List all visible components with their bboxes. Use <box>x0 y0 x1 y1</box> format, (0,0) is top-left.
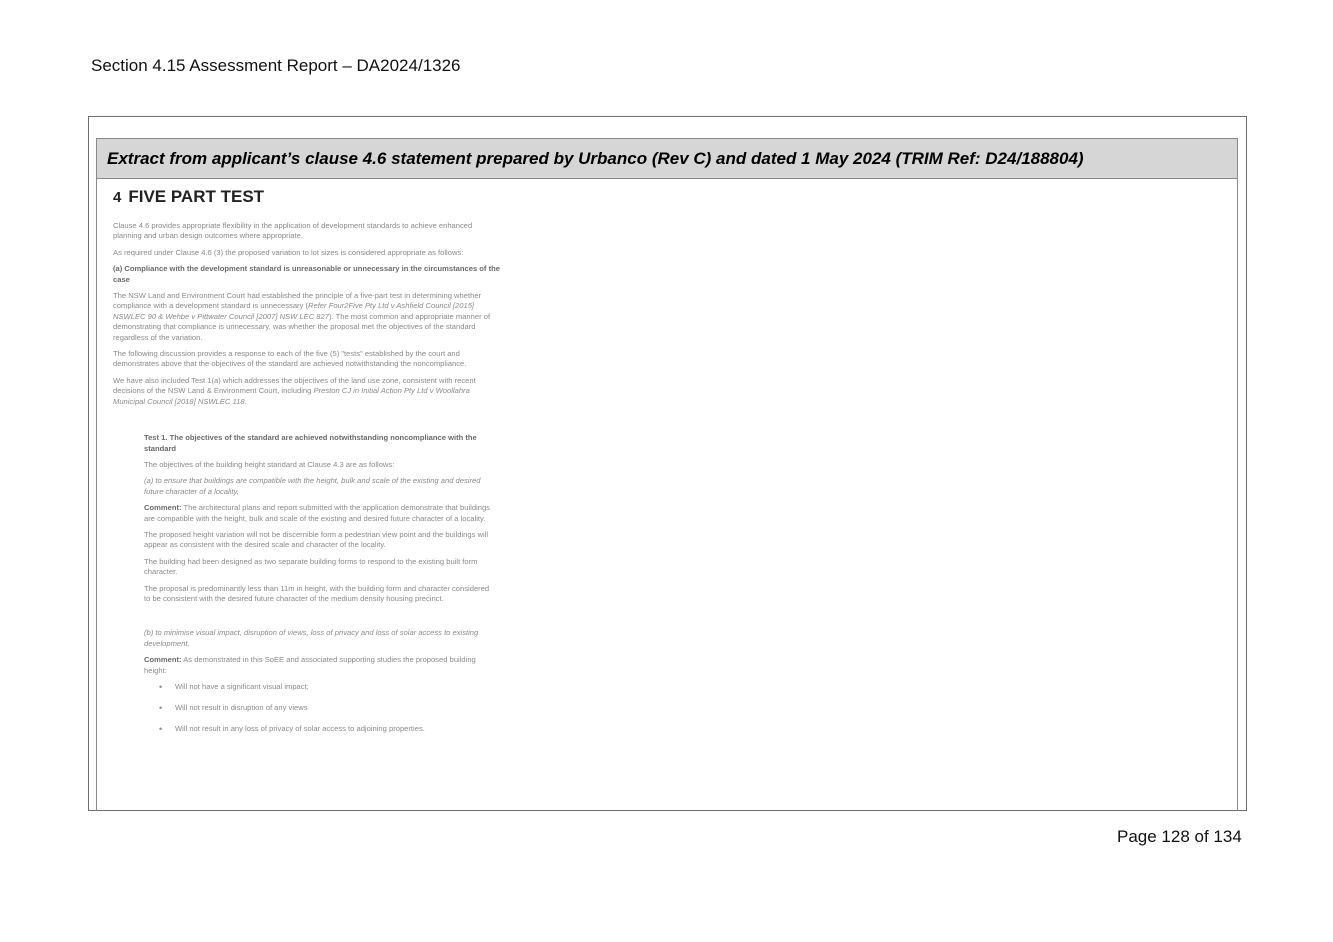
section-title: FIVE PART TEST <box>128 187 265 206</box>
comment-b: Comment: As demonstrated in this SoEE and associated supporting studies the proposed building height: <box>144 655 476 675</box>
variation-paragraph: The proposed height variation will not be discernible form a pedestrian view point and the buildings will appear as consistent with the desired scale and character of the locality. <box>144 529 489 550</box>
subheading-a: (a) Compliance with the development standard is unreasonable or unnecessary in the circumstances of the case <box>113 264 500 284</box>
list-item: • Will not result in any loss of privacy of solar access to adjoining properties. <box>144 724 496 734</box>
objective-b: (b) to minimise visual impact, disruption of views, loss of privacy and loss of solar access to existing development, <box>144 628 479 648</box>
court-paragraph: The NSW Land and Environment Court had established the principle of a five-part test in determining whether compliance with a development standard is unnecessary (Refer Four2Five Pty Ltd v Ashfield Council [2015] NSWLEC 90 & Wehbe v Pittwater Council [2007] NSW LEC 827). The most common and appropriate manner of demonstrating that compliance is unnecessary, was whether the proposal met the objectives of the standard regardless of the variation. <box>113 291 491 342</box>
comment-a: Comment: The architectural plans and report submitted with the application demonstrate that buildings are compatible with the height, bulk and scale of the existing and desired future character of a locality. <box>144 503 490 523</box>
height-paragraph: The proposal is predominantly less than 11m in height, with the building form and character considered to be consistent with the desired future character of the medium density housing precinct. <box>144 583 490 603</box>
section-heading <box>113 187 503 207</box>
height-bullet-list <box>144 682 496 734</box>
section-number: 4 <box>113 189 122 206</box>
test-1-block <box>144 433 496 734</box>
building-forms-paragraph: The building had been designed as two separate building forms to respond to the existing built form character. <box>144 556 478 577</box>
test-1-heading: Test 1. The objectives of the standard are achieved notwithstanding noncompliance with the standard <box>144 433 477 453</box>
extract-image <box>113 187 503 745</box>
report-header: Section 4.15 Assessment Report – DA2024/1326 <box>91 56 461 75</box>
extract-table <box>96 138 1238 811</box>
extract-caption: Extract from applicant’s clause 4.6 statement prepared by Urbanco (Rev C) and dated 1 May 2024 (TRIM Ref: D24/188804) <box>107 148 1084 168</box>
objective-a: (a) to ensure that buildings are compatible with the height, bulk and scale of the existing and desired future character of a locality, <box>144 476 481 496</box>
intro-paragraph-2: As required under Clause 4.6 (3) the proposed variation to lot sizes is considered appropriate as follows: <box>113 247 464 257</box>
list-item: • Will not result in disruption of any views <box>144 703 496 713</box>
test1a-paragraph: We have also included Test 1(a) which addresses the objectives of the land use zone, consistent with recent decisions of the NSW Land & Environment Court, including Preston CJ in Initial Action Pty Ltd v Woollahra Municipal Council [2018] NSWLEC 118. <box>113 375 476 406</box>
extract-caption-bar <box>97 139 1237 179</box>
intro-paragraph-1: Clause 4.6 provides appropriate flexibility in the application of development standards to achieve enhanced planning and urban design outcomes where appropriate. <box>113 221 473 241</box>
page-number: Page 128 of 134 <box>1117 827 1242 846</box>
objectives-intro: The objectives of the building height standard at Clause 4.3 are as follows: <box>144 459 395 469</box>
list-item: • Will not have a significant visual impact; <box>144 682 496 692</box>
discussion-paragraph: The following discussion provides a response to each of the five (5) "tests" established by the court and demonstrates above that the objectives of the standard are achieved notwithstanding the noncompliance. <box>113 349 467 369</box>
